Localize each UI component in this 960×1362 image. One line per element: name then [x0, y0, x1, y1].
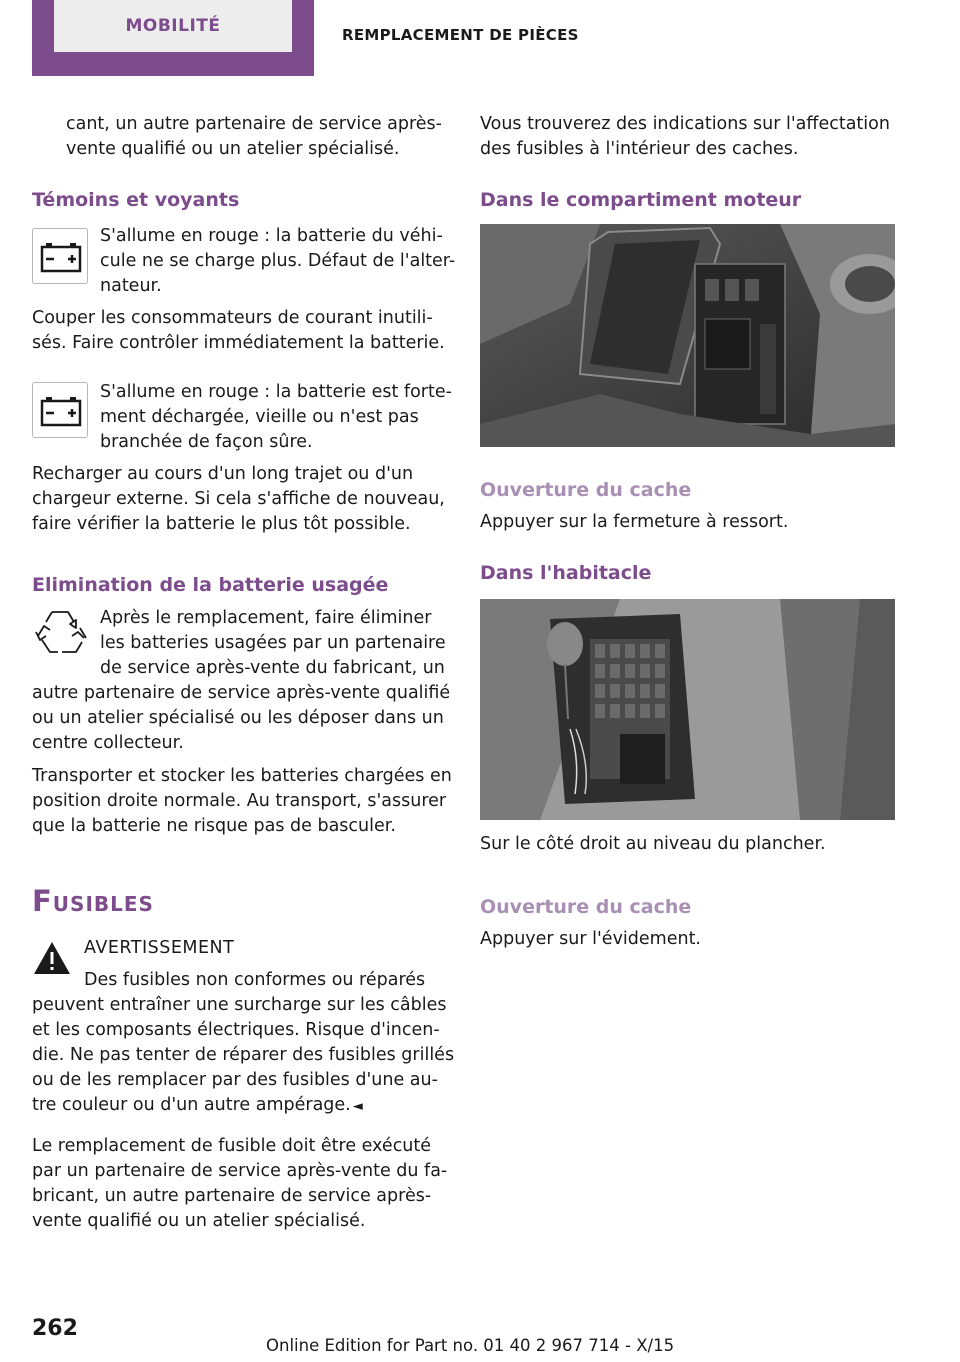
- transport-text: position droite normale. Au transport, s'assurer: [32, 791, 447, 811]
- recycle-text: autre partenaire de service après-vente qualifié: [32, 683, 451, 703]
- page-number: 262: [32, 1316, 78, 1341]
- paragraph-line: chargeur externe. Si cela s'affiche de nouveau,: [32, 489, 445, 509]
- paragraph-line: Recharger au cours d'un long trajet ou d'un: [32, 464, 414, 484]
- transport-text: Transporter et stocker les batteries chargées en: [32, 766, 452, 786]
- header-tab-label-box: [54, 0, 292, 52]
- recycle-text: de service après-vente du fabricant, un: [100, 658, 445, 678]
- heading-habitacle: Dans l'habitacle: [480, 562, 652, 584]
- engine-fusebox-photo: [480, 224, 895, 447]
- right-intro: Vous trouverez des indications sur l'affectation: [480, 114, 890, 134]
- cabin-fusebox-photo: [480, 599, 895, 820]
- intro-line: cant, un autre partenaire de service après-: [66, 114, 442, 134]
- warning-text-last: [32, 1093, 363, 1119]
- header-section-title: REMPLACEMENT DE PIÈCES: [342, 26, 579, 44]
- header-tab-label: MOBILITÉ: [125, 16, 221, 36]
- paragraph-line: faire vérifier la batterie le plus tôt possible.: [32, 514, 411, 534]
- indicator-text: nateur.: [100, 276, 162, 296]
- intro-line: vente qualifié ou un atelier spécialisé.: [66, 139, 400, 159]
- warning-text: et les composants électriques. Risque d'incen-: [32, 1020, 440, 1040]
- battery-icon: [32, 228, 88, 284]
- transport-text: que la batterie ne risque pas de basculer.: [32, 816, 396, 836]
- ouverture-text: Appuyer sur la fermeture à ressort.: [480, 512, 789, 532]
- replace-text: Le remplacement de fusible doit être exécuté: [32, 1136, 432, 1156]
- recycle-text: ou un atelier spécialisé ou les déposer dans un: [32, 708, 444, 728]
- ouverture-text: Appuyer sur l'évidement.: [480, 929, 701, 949]
- paragraph-line: sés. Faire contrôler immédiatement la batterie.: [32, 333, 445, 353]
- indicator-text: ment déchargée, vieille ou n'est pas: [100, 407, 419, 427]
- warning-text: tre couleur ou d'un autre ampérage.: [32, 1095, 351, 1115]
- recycle-text: Après le remplacement, faire éliminer: [100, 608, 432, 628]
- footer-edition: [266, 1336, 674, 1355]
- replace-text: vente qualifié ou un atelier spécialisé.: [32, 1211, 366, 1231]
- subheading-ouverture: Ouverture du cache: [480, 896, 692, 918]
- right-intro: des fusibles à l'intérieur des caches.: [480, 139, 799, 159]
- heading-temoins: Témoins et voyants: [32, 189, 240, 211]
- warning-text: peuvent entraîner une surcharge sur les câbles: [32, 995, 447, 1015]
- indicator-text: S'allume en rouge : la batterie est forte-: [100, 382, 452, 402]
- indicator-text: S'allume en rouge : la batterie du véhi-: [100, 226, 443, 246]
- recycle-text: centre collecteur.: [32, 733, 184, 753]
- replace-text: par un partenaire de service après-vente du fa-: [32, 1161, 448, 1181]
- recycle-text: les batteries usagées par un partenaire: [100, 633, 446, 653]
- heading-moteur: Dans le compartiment moteur: [480, 189, 802, 211]
- heading-fusibles: Fusibles: [32, 884, 154, 918]
- indicator-text: cule ne se charge plus. Défaut de l'alter-: [100, 251, 456, 271]
- replace-text: bricant, un autre partenaire de service après-: [32, 1186, 432, 1206]
- recycle-icon: [32, 606, 88, 658]
- warning-title: AVERTISSEMENT: [84, 938, 235, 958]
- battery-icon: [32, 382, 88, 438]
- warning-text: die. Ne pas tenter de réparer des fusibles grillés: [32, 1045, 455, 1065]
- indicator-text: branchée de façon sûre.: [100, 432, 313, 452]
- subheading-ouverture: Ouverture du cache: [480, 479, 692, 501]
- warning-text: ou de les remplacer par des fusibles d'une au-: [32, 1070, 438, 1090]
- paragraph-line: Couper les consommateurs de courant inutili-: [32, 308, 433, 328]
- footer-edition-text: Online Edition for Part no. 01 40 2 967 714 - X/15: [266, 1336, 675, 1355]
- warning-text: Des fusibles non conformes ou réparés: [84, 970, 426, 990]
- habitacle-caption: Sur le côté droit au niveau du plancher.: [480, 834, 826, 854]
- warning-triangle-icon: [32, 940, 72, 976]
- heading-elimination: Elimination de la batterie usagée: [32, 574, 389, 596]
- end-mark: ◄: [352, 1099, 363, 1114]
